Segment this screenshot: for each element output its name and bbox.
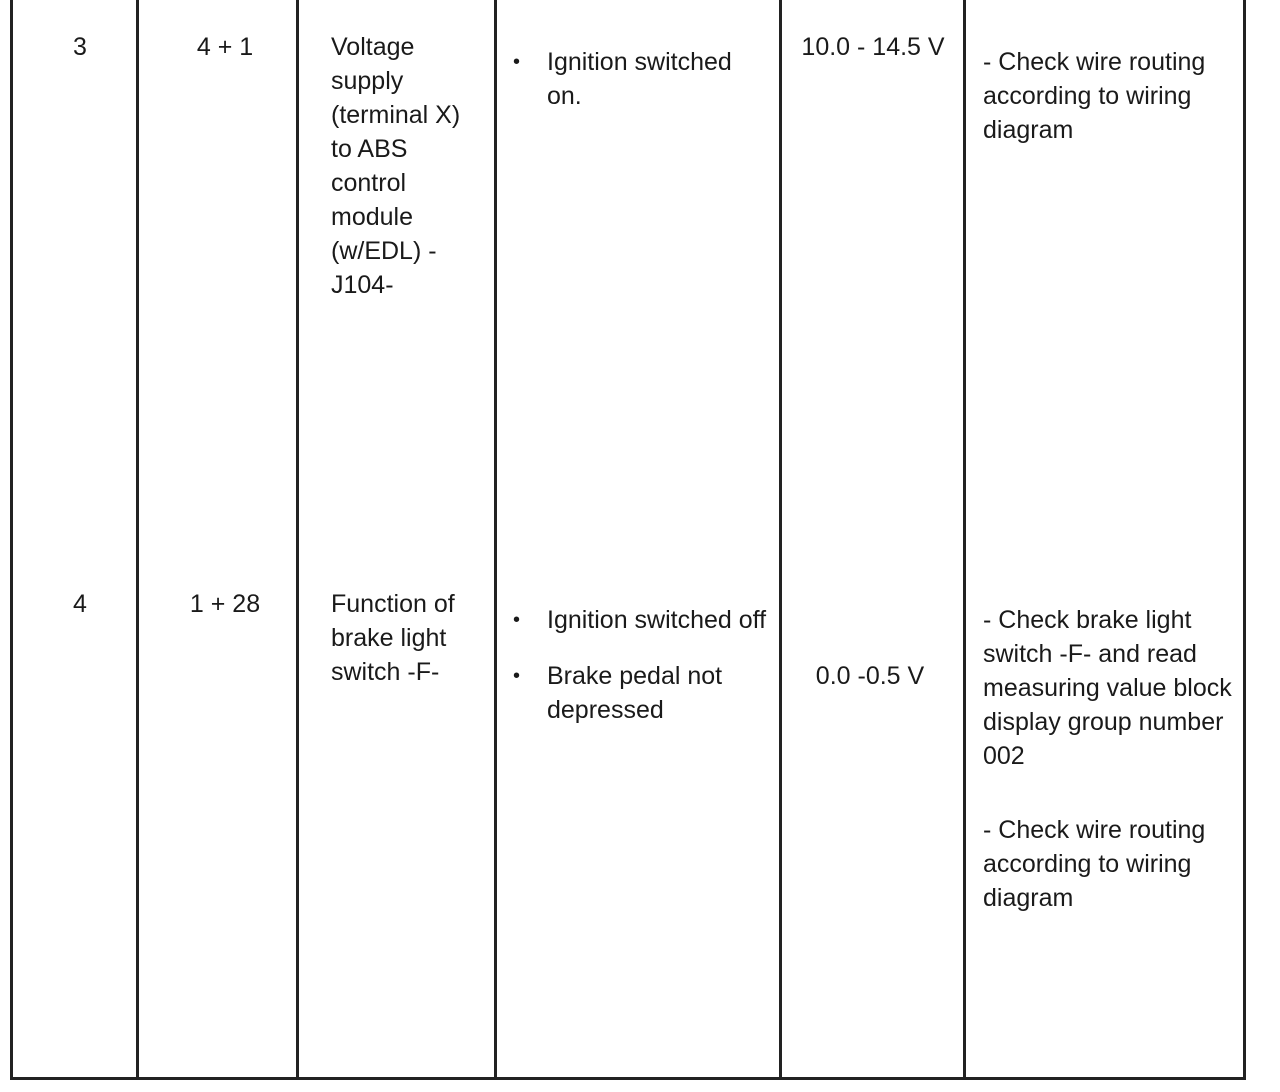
condition-item: • Ignition switched on. [513,45,768,113]
column-divider [494,0,497,1077]
remedy-cell [983,45,1233,187]
column-divider [779,0,782,1077]
row-number: 3 [73,33,87,61]
test-description: Voltage supply (terminal X) to ABS control module (w/EDL) - J104- [331,33,461,299]
condition-item: • Ignition switched off [513,603,768,637]
remedy-cell [983,603,1233,955]
row-number: 4 [73,590,87,618]
test-description: Function of brake light switch -F- [331,590,455,686]
conditions-cell [513,45,768,135]
remedy-item: - Check brake light switch -F- and read measuring value block display group number 002 [983,606,1232,770]
terminals-cell: 1 + 28 [189,590,261,618]
conditions-cell [513,603,768,749]
remedy-item: - Check wire routing according to wiring diagram [983,48,1206,144]
bullet-icon: • [513,609,521,631]
terminals-cell: 4 + 1 [196,33,254,61]
specified-value: 10.0 - 14.5 V [801,33,945,61]
condition-item: • Brake pedal not depressed [513,659,768,727]
specified-value: 0.0 -0.5 V [815,662,925,690]
column-divider [296,0,299,1077]
bullet-icon: • [513,51,521,73]
column-divider [963,0,966,1077]
remedy-item: - Check wire routing according to wiring diagram [983,816,1206,912]
bullet-icon: • [513,665,521,687]
column-divider [136,0,139,1077]
